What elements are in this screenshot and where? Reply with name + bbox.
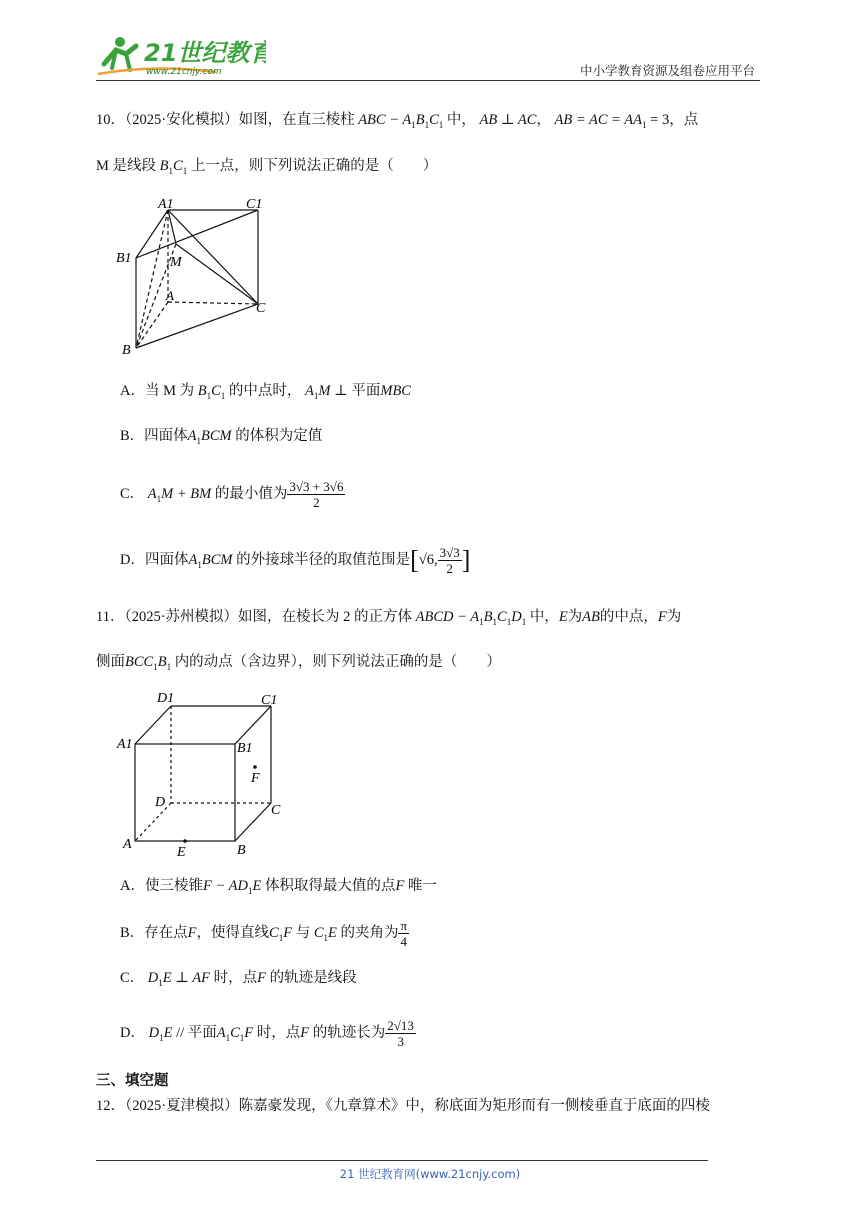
q11-option-c: C． $D_1E$ ⊥ AF 时，点F 的轨迹是线段 <box>120 970 357 988</box>
q10-stem-line2: M 是线段 $B_1C_1$ 上一点，则下列说法正确的是（ ） <box>96 158 438 176</box>
fig10-label-a: A <box>166 288 174 303</box>
fig11-label-c1: C1 <box>261 693 278 708</box>
fig11-label-a1: A1 <box>117 737 133 752</box>
header-divider <box>96 80 760 81</box>
fig11-label-c: C <box>271 803 281 818</box>
fig10-label-b1: B1 <box>116 251 132 266</box>
q11-option-d: D． $D_1E$ // 平面$A_1C_1F$ 时，点F 的轨迹长为 $\frac{2√13}{3}$ <box>120 1018 414 1050</box>
q10-option-d: D．四面体$A_1BCM$ 的外接球半径的取值范围是[√6, $\frac{3√3}{2}$ ] <box>120 545 471 577</box>
q10-option-b: B．四面体$A_1BCM$ 的体积为定值 <box>120 428 323 446</box>
q11-stem-line1: 11．（2025·苏州模拟）如图，在棱长为 2 的正方体 ABCD − $A_1B_1C_1D_1$ 中，E为AB的中点，F为 <box>96 609 682 627</box>
fig10-label-a1: A1 <box>158 197 174 212</box>
logo-url: www.21cnjy.com <box>146 67 222 77</box>
logo-text: 21世纪教育 <box>144 39 266 67</box>
q11-option-a: A．使三棱锥$F - AD_1E$ 体积取得最大值的点F 唯一 <box>120 878 437 896</box>
footer-divider <box>96 1160 708 1161</box>
fig11-label-f: F <box>251 771 260 786</box>
fig10-label-c: C <box>256 301 266 316</box>
section-title-fill-in: 三、填空题 <box>96 1073 169 1089</box>
footer-text[interactable]: 21 世纪教育网(www.21cnjy.com) <box>339 1167 521 1181</box>
q11-option-b: B．存在点F，使得直线$C_1F$ 与 $C_1E$ 的夹角为 $\frac{\pi}{4}$ <box>120 918 408 950</box>
fig11-label-a: A <box>123 837 132 852</box>
fig10-label-c1: C1 <box>246 197 263 212</box>
site-logo <box>96 34 266 80</box>
fig10-label-b: B <box>122 343 131 358</box>
q11-stem-line2: 侧面$BCC_1B_1$ 内的动点（含边界），则下列说法正确的是（ ） <box>96 654 501 672</box>
q11-cube-figure <box>115 688 290 860</box>
q12-stem-line1: 12．（2025·夏津模拟）陈嘉豪发现，《九章算术》中，称底面为矩形而有一侧棱垂直于底面的四棱 <box>96 1098 710 1114</box>
fig11-label-b1: B1 <box>237 741 253 756</box>
header-right-text: 中小学教育资源及组卷应用平台 <box>579 63 755 78</box>
fig11-label-d1: D1 <box>157 691 175 706</box>
fig11-label-b: B <box>237 843 246 858</box>
fig11-label-e: E <box>177 845 186 860</box>
q10-option-a: A．当 M 为 $B_1C_1$ 的中点时， $A_1M$ ⊥ 平面MBC <box>120 383 411 401</box>
q10-prism-figure <box>110 192 280 362</box>
q10-stem-line1: 10．（2025·安化模拟）如图，在直三棱柱 ABC − $A_1B_1C_1$ 中， AB ⊥ AC， AB = AC = $AA_1 = 3$，点 <box>96 112 699 130</box>
fig11-label-d: D <box>155 795 166 810</box>
fig10-label-m: M <box>170 255 182 270</box>
q10-option-c: C． $A_1M$ + BM 的最小值为 $\frac{3√3 + 3√6}{2}$ <box>120 479 344 511</box>
